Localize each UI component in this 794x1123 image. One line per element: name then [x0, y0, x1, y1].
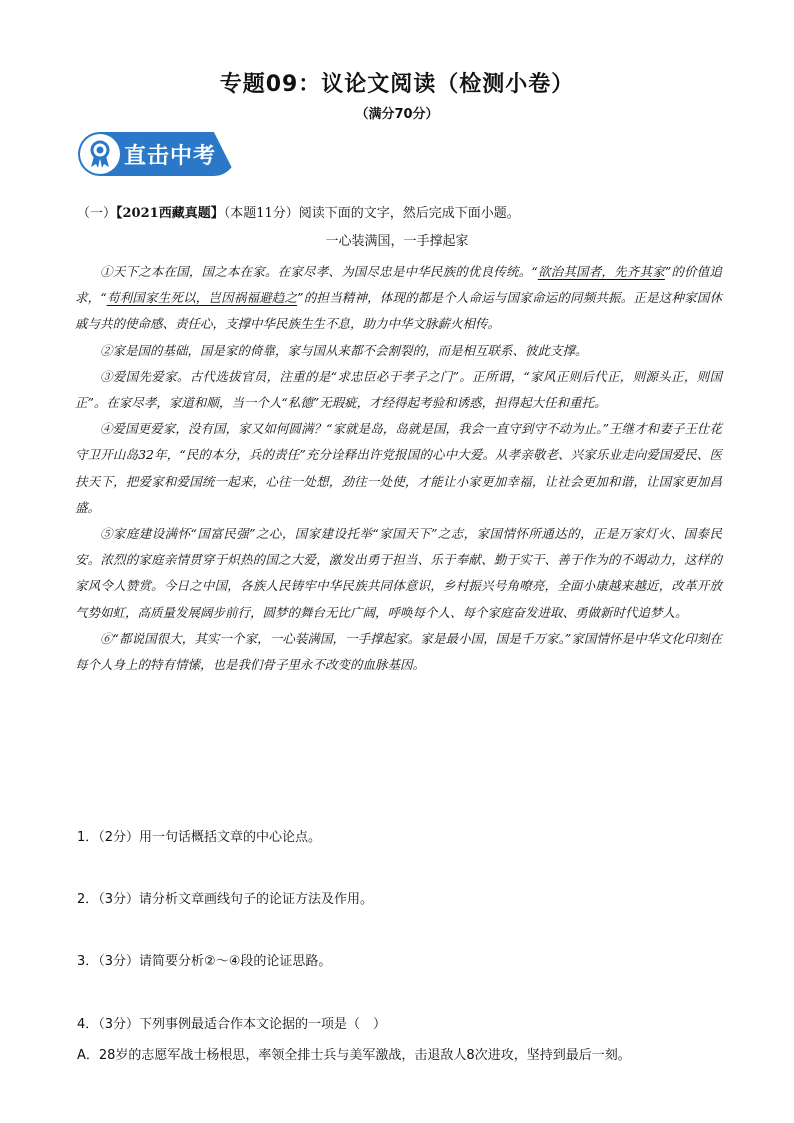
document-title: 专题09：议论文阅读（检测小卷）: [219, 72, 575, 97]
document-subtitle: （满分70分）: [355, 107, 439, 122]
paragraph-5: ⑤家庭建设满怀“国富民强”之心，国家建设托举“家国天下”之志，家国情怀所通达的，正是万家灯火、国泰民安。浓烈的家庭亲情贯穿于炽热的国之大爱，激发出勇于担当、乐于奉献、勤于实干、善于作为的不竭动力，这样的家风令人赞赏。今日之中国，各族人民铸牢中华民族共同体意识，乡村振兴号角嘹亮，全面小康越来越近，改革开放气势如虹，高质量发展阔步前行，圆梦的舞台无比广阔，呼唤每个人、每个家庭奋发进取、勇做新时代追梦人。: [75, 526, 722, 620]
reading-passage: [75, 259, 722, 678]
section-source: 【2021西藏真题】: [116, 206, 224, 221]
paragraph-3: ③爱国先爱家。古代选拔官员，注重的是“求忠臣必于孝子之门”。正所谓，“家风正则后代正，则源头正，则国正”。在家尽孝，家道和顺，当一个人“私德”无瑕疵，才经得起考验和诱惑，担得起大任和重托。: [75, 368, 722, 411]
section-prefix: （一）: [77, 206, 117, 221]
article-title: 一心装满国，一手撑起家: [325, 234, 469, 249]
section-banner: [78, 132, 236, 176]
paragraph-6: ⑥“都说国很大，其实一个家，一心装满国，一手撑起家。家是最小国，国是千万家。”家国情怀是中华文化印刻在每个人身上的特有情愫，也是我们骨子里永不改变的血脉基因。: [75, 630, 722, 673]
section-points: （本题11分）: [223, 206, 299, 221]
question-3: 3．（3分）请简要分析②～④段的论证思路。: [77, 954, 332, 969]
underlined-quote-1: 欲治其国者，先齐其家: [537, 264, 665, 279]
underlined-quote-2: 苟利国家生死以，岂因祸福避趋之: [106, 290, 298, 306]
award-ribbon-icon: [80, 134, 120, 174]
banner-label: 直击中考: [124, 144, 217, 169]
question-2: 2．（3分）请分析文章画线句子的论证方法及作用。: [77, 892, 374, 907]
paragraph-2: ②家是国的基础，国是家的倚靠，家与国从来都不会割裂的，而是相互联系、彼此支撑。: [100, 342, 588, 358]
paragraph-4: ④爱国更爱家，没有国，家又如何圆满？“家就是岛，岛就是国，我会一直守到守不动为止。”王继才和妻子王仕花守卫开山岛32年，“民的本分，兵的责任”充分诠释出许党报国的心中大爱。从孝亲敬老、兴家乐业走向爱国爱民、医扶天下，把爱家和爱国统一起来，心往一处想，劲往一处使，才能让小家更加幸福，让社会更加和谐，让国家更加昌盛。: [75, 421, 722, 515]
section-heading: [77, 202, 727, 221]
section-instruction: 阅读下面的文字，然后完成下面小题。: [298, 206, 520, 221]
question-1: 1．（2分）用一句话概括文章的中心论点。: [77, 830, 322, 845]
paragraph-1: ①天下之本在国，国之本在家。在家尽孝、为国尽忠是中华民族的优良传统。“欲治其国者，先齐其家”的价值追求，“苟利国家生死以，岂因祸福避趋之”的担当精神，体现的都是个人命运与国家命运的同频共振。正是这种家国休戚与共的使命感、责任心，支撑中华民族生生不息，助力中华文脉薪火相传。: [75, 264, 722, 332]
question-4: 4．（3分）下列事例最适合作本文论据的一项是（ ）: [77, 1017, 387, 1032]
option-a: A．28岁的志愿军战士杨根思，率领全排士兵与美军激战，击退敌人8次进攻，坚持到最后一刻。: [77, 1048, 631, 1063]
